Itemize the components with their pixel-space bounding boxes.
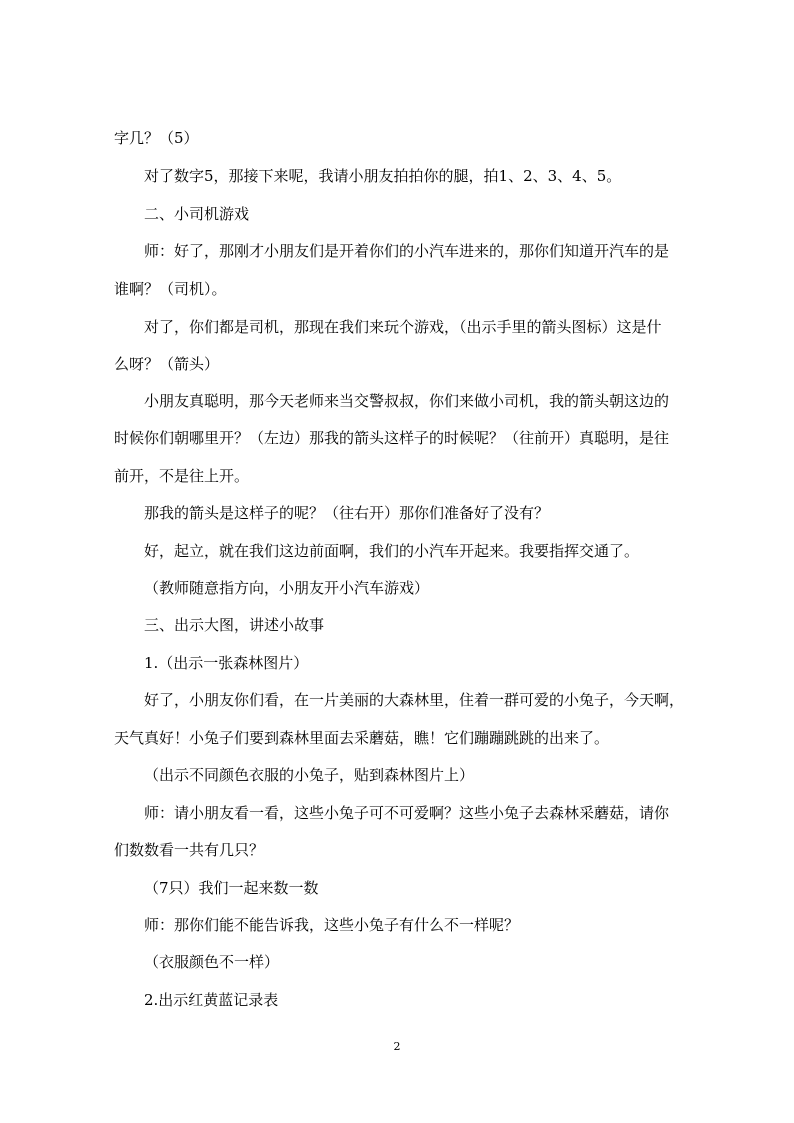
paragraph-line: （7只）我们一起来数一数	[144, 879, 319, 897]
paragraph-line: 们数数看一共有几只？	[114, 841, 265, 859]
paragraph-line: 2.出示红黄蓝记录表	[144, 991, 279, 1009]
paragraph-line: 么呀？（箭头）	[114, 355, 220, 373]
paragraph-line: 对了，你们都是司机，那现在我们来玩个游戏，（出示手里的箭头图标）这是什	[144, 318, 662, 336]
paragraph-line: 小朋友真聪明，那今天老师来当交警叔叔，你们来做小司机，我的箭头朝这边的	[144, 392, 670, 410]
paragraph-line: 天气真好！小兔子们要到森林里面去采蘑菇，瞧！它们蹦蹦跳跳的出来了。	[114, 729, 610, 747]
paragraph-line: 好，起立，就在我们这边前面啊，我们的小汽车开起来。我要指挥交通了。	[144, 542, 640, 560]
paragraph-line: 前开，不是往上开。	[114, 467, 250, 485]
paragraph-line: 1.（出示一张森林图片）	[144, 654, 309, 672]
section-heading: 三、出示大图，讲述小故事	[144, 616, 325, 634]
paragraph-line: 时候你们朝哪里开？（左边）那我的箭头这样子的时候呢？（往前开）真聪明，是往	[114, 429, 670, 447]
paragraph-line: 好了，小朋友你们看，在一片美丽的大森林里，住着一群可爱的小兔子，今天啊，	[144, 691, 685, 709]
page-number: 2	[393, 1040, 401, 1053]
paragraph-line: 谁啊？（司机）。	[114, 280, 227, 298]
paragraph-line: 师：好了，那刚才小朋友们是开着你们的小汽车进来的，那你们知道开汽车的是	[144, 242, 670, 260]
paragraph-line: （衣服颜色不一样）	[144, 953, 280, 971]
paragraph-line: （出示不同颜色衣服的小兔子，贴到森林图片上）	[144, 766, 475, 784]
paragraph-line: 字几？（5）	[114, 129, 199, 147]
paragraph-line: （教师随意指方向，小朋友开小汽车游戏）	[144, 579, 430, 597]
section-heading: 二、小司机游戏	[144, 205, 250, 223]
paragraph-line: 师：请小朋友看一看，这些小兔子可不可爱啊？这些小兔子去森林采蘑菇，请你	[144, 804, 670, 822]
paragraph-line: 对了数字5，那接下来呢，我请小朋友拍拍你的腿，拍1、2、3、4、5。	[144, 167, 622, 185]
paragraph-line: 师：那你们能不能告诉我，这些小兔子有什么不一样呢？	[144, 916, 520, 934]
paragraph-line: 那我的箭头是这样子的呢？（往右开）那你们准备好了没有？	[144, 504, 550, 522]
